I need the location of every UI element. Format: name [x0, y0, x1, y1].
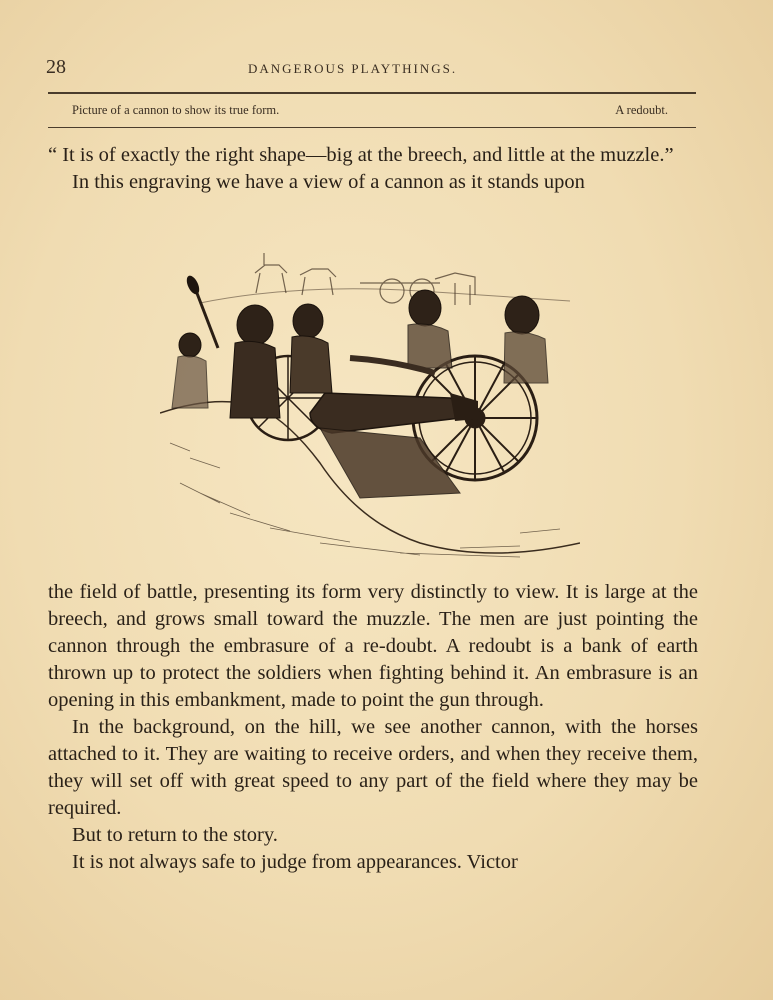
page-number: 28 [46, 56, 66, 78]
header-rule [48, 92, 696, 94]
quote-paragraph: “ It is of exactly the right shape—big at the breech, and little at the muzzle.” [48, 144, 674, 166]
paragraph-appearances: It is not always safe to judge from appearances. Victor [72, 851, 518, 873]
caption-rule [48, 127, 696, 128]
body-text-upper [48, 142, 698, 196]
paragraph-background: In the background, on the hill, we see another cannon, with the horses attached to it. They are waiting to receive orders, and when they receive them, they will set off with great speed to any part of the field where they may be required. [48, 716, 698, 819]
paragraph-engraving-intro: In this engraving we have a view of a cannon as it stands upon [72, 171, 585, 193]
running-title: DANGEROUS PLAYTHINGS. [248, 61, 458, 76]
paragraph-field-of-battle: the field of battle, presenting its form very distinctly to view. It is large at the breech, and grows small toward the muzzle. The men are just pointing the cannon through the embrasure of a re-doubt. A redoubt is a bank of earth thrown up to protect the soldiers when fighting behind it. An embrasure is an opening in this embankment, made to point the gun through. [48, 581, 698, 711]
body-text-lower [48, 579, 698, 876]
caption-left: Picture of a cannon to show its true form. [72, 103, 280, 117]
cannon-engraving [160, 243, 580, 573]
paragraph-return: But to return to the story. [72, 824, 278, 846]
caption-right: A redoubt. [615, 103, 668, 117]
